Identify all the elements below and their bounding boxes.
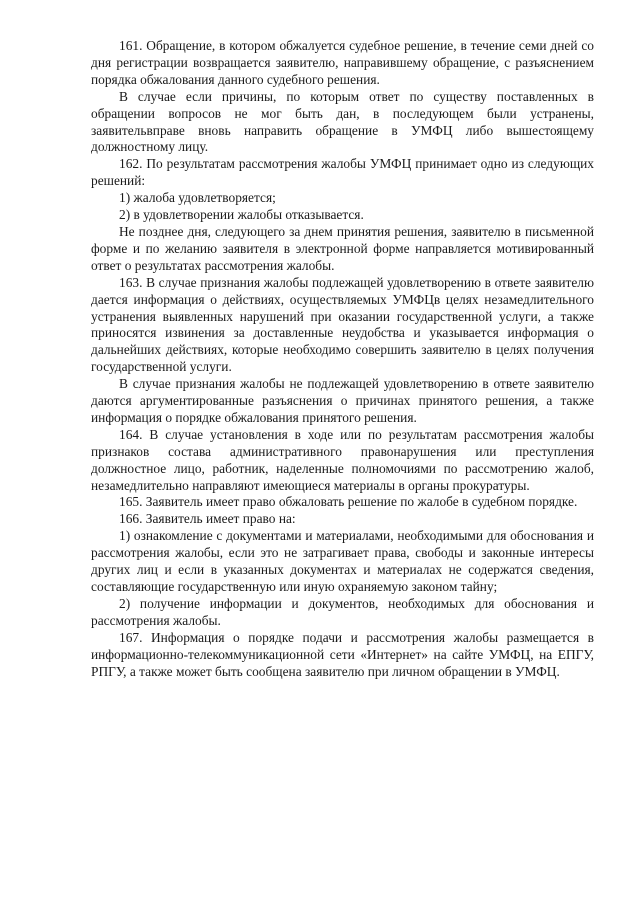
paragraph-165: 165. Заявитель имеет право обжаловать решение по жалобе в судебном порядке.	[119, 494, 578, 510]
paragraph-166-item-2: 2) получение информации и документов, необходимых для обоснования и рассмотрения жалобы.	[91, 595, 594, 628]
paragraph-167: 167. Информация о порядке подачи и рассмотрения жалобы размещается в информационно-телекоммуникационной сети «Интернет» на сайте УМФЦ, на ЕПГУ, РПГУ, а также может быть сообщена заявителю при личном обращении в УМФЦ.	[91, 629, 594, 679]
paragraph-162-item-1: 1) жалоба удовлетворяется;	[119, 190, 276, 206]
paragraph-166-item-1: 1) ознакомление с документами и материалами, необходимыми для обоснования и рассмотрения жалобы, если это не затрагивает права, свободы и законные интересы других лиц и если в указанных документах и материалах не содержатся сведения, составляющие государственную или иную охраняемую законом тайну;	[91, 528, 594, 594]
paragraph-162-item-2: 2) в удовлетворении жалобы отказывается.	[119, 207, 364, 223]
paragraph-166: 166. Заявитель имеет право на:	[119, 511, 296, 527]
document-body	[91, 38, 594, 680]
paragraph-162: 162. По результатам рассмотрения жалобы УМФЦ принимает одно из следующих решений:	[91, 156, 594, 189]
paragraph-161-resubmission: В случае если причины, по которым ответ по существу поставленных в обращении вопросов не мог быть дан, в последующем были устранены, заявительвправе вновь направить обращение в УМФЦ либо вышестоящему должностному лицу.	[91, 88, 594, 155]
paragraph-162-response: Не позднее дня, следующего за днем принятия решения, заявителю в письменной форме и по желанию заявителя в электронной форме направляется мотивированный ответ о результатах рассмотрения жалобы.	[91, 223, 594, 273]
paragraph-163-rejection: В случае признания жалобы не подлежащей удовлетворению в ответе заявителю даются аргументированные разъяснения о причинах принятого решения, а также информация о порядке обжалования принятого решения.	[91, 376, 594, 425]
paragraph-163: 163. В случае признания жалобы подлежащей удовлетворению в ответе заявителю дается информация о действиях, осуществляемых УМФЦв целях незамедлительного устранения выявленных нарушений при оказании государственной услуги, а также приносятся извинения за доставленные неудобства и указывается информация о дальнейших действиях, которые необходимо совершить заявителю в целях получения государственной услуги.	[91, 274, 594, 375]
paragraph-161: 161. Обращение, в котором обжалуется судебное решение, в течение семи дней со дня регистрации возвращается заявителю, направившему обращение, с разъяснением порядка обжалования данного судебного решения.	[91, 38, 594, 87]
paragraph-164: 164. В случае установления в ходе или по результатам рассмотрения жалобы признаков состава административного правонарушения или преступления должностное лицо, работник, наделенные полномочиями по рассмотрению жалоб, незамедлительно направляют имеющиеся материалы в органы прокуратуры.	[91, 426, 594, 493]
